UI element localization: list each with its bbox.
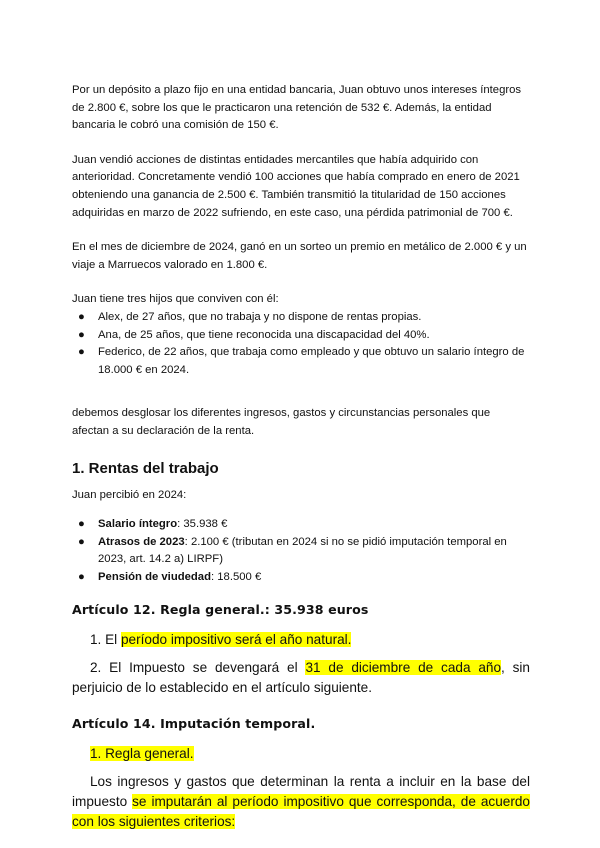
bullet-icon: ● — [78, 310, 85, 323]
children-list — [72, 309, 530, 379]
child-federico: Federico, de 22 años, que trabaja como empleado y que obtuvo un salario íntegro de 18.000 € en 2024. — [98, 346, 525, 376]
bullet-icon: ● — [78, 570, 85, 583]
highlight: 1. Regla general. — [90, 746, 194, 762]
list-item — [72, 534, 530, 569]
list-item — [72, 327, 530, 345]
text-segment: 1. El — [90, 632, 121, 648]
income-list — [72, 516, 530, 586]
child-ana: Ana, de 25 años, que tiene reconocida una discapacidad del 40%. — [98, 328, 430, 341]
income-label: Atrasos de 2023 — [98, 535, 185, 548]
highlight: 31 de diciembre de cada año — [305, 660, 502, 676]
bullet-icon: ● — [78, 518, 85, 531]
bullet-icon: ● — [78, 535, 85, 548]
income-value: : 18.500 € — [211, 570, 262, 583]
text-segment: 2. El Impuesto se devengará el — [90, 660, 306, 676]
document-page — [72, 82, 530, 832]
paragraph-prize: En el mes de diciembre de 2024, ganó en un sorteo un premio en metálico de 2.000 € y un viaje a Marruecos valorado en 1.800 €. — [72, 241, 527, 271]
article-12-paragraph-2 — [72, 658, 530, 698]
text-segment: Los ingresos y gastos que determinan la renta a incluir en la base del impuesto — [72, 774, 530, 810]
bullet-icon: ● — [78, 346, 85, 359]
list-item — [72, 344, 530, 379]
text-segment: , sin perjuicio de lo establecido en el artículo siguiente. — [72, 660, 530, 696]
section-intro: Juan percibió en 2024: — [72, 488, 187, 501]
article-14-paragraph — [72, 772, 530, 832]
bullet-icon: ● — [78, 328, 85, 341]
income-value: : 35.938 € — [177, 518, 228, 531]
paragraph-children-intro: Juan tiene tres hijos que conviven con él: — [72, 293, 279, 306]
income-label: Pensión de viudedad — [98, 570, 211, 583]
article-12-title: Artículo 12. Regla general.: 35.938 euros — [72, 602, 369, 618]
list-item — [72, 516, 530, 534]
article-14-rule — [72, 744, 530, 764]
highlight: se imputarán al período impositivo que corresponda, de acuerdo con los siguientes criterios: — [72, 794, 530, 830]
paragraph-summary: debemos desglosar los diferentes ingresos, gastos y circunstancias personales que afectan a su declaración de la renta. — [72, 407, 491, 437]
section-title: 1. Rentas del trabajo — [72, 459, 219, 477]
highlight: período impositivo será el año natural. — [120, 632, 352, 648]
income-value: : 2.100 € (tributan en 2024 si no se pidió imputación temporal en 2023, art. 14.2 a) LIRPF) — [98, 535, 507, 566]
income-label: Salario íntegro — [98, 518, 178, 531]
child-alex: Alex, de 27 años, que no trabaja y no dispone de rentas propias. — [98, 310, 422, 323]
list-item — [72, 569, 530, 587]
article-14-title: Artículo 14. Imputación temporal. — [72, 716, 316, 732]
article-12-paragraph-1 — [72, 630, 530, 650]
paragraph-interest: Por un depósito a plazo fijo en una entidad bancaria, Juan obtuvo unos intereses íntegros de 2.800 €, sobre los que le practicaron una retención de 532 €. Además, la entidad bancaria le cobró una comisión de 150 €. — [72, 84, 522, 132]
paragraph-shares: Juan vendió acciones de distintas entidades mercantiles que había adquirido con anterioridad. Concretamente vendió 100 acciones que había comprado en enero de 2021 obteniendo una ganancia de 2.500 €. También transmitió la titularidad de 150 acciones adquiridas en marzo de 2022 sufriendo, en este caso, una pérdida patrimonial de 700 €. — [72, 153, 520, 219]
list-item — [72, 309, 530, 327]
